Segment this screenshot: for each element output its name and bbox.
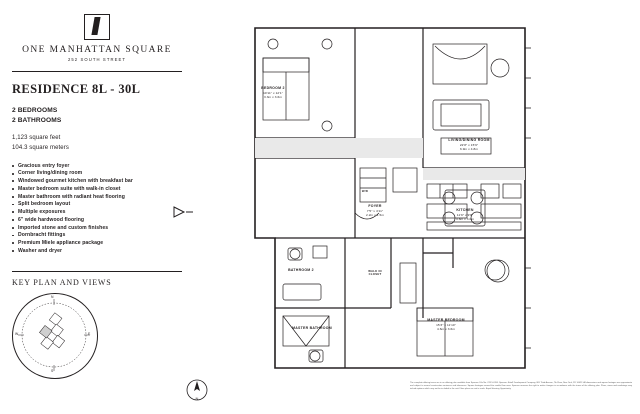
brand-name: ONE MANHATTAN SQUARE: [22, 45, 172, 55]
area-sqft: 1,123 square feet: [12, 135, 61, 142]
keyplan-east-label: E: [88, 332, 91, 337]
keyplan-north-label: N: [51, 295, 54, 300]
list-item: Corner living/dining room: [12, 170, 182, 178]
bathrooms-count: 2 BATHROOMS: [12, 117, 62, 125]
list-item: Master bathroom with radiant heat flooring: [12, 194, 182, 202]
page-title: RESIDENCE 8L - 30L: [12, 82, 141, 96]
room-label-bedroom-2: BEDROOM 2 10'11" x 12'1" 3.3m x 3.6m: [261, 86, 285, 100]
brand-address: 252 SOUTH STREET: [67, 57, 127, 62]
bedrooms-count: 2 BEDROOMS: [12, 107, 58, 114]
divider-top: [12, 71, 182, 72]
list-item: Multiple exposures: [12, 209, 182, 217]
compass-north-icon: [185, 378, 209, 402]
list-item: Imported stone and custom finishes: [12, 225, 182, 233]
divider-keyplan: [12, 271, 182, 272]
list-item: Premium Miele appliance package: [12, 240, 182, 248]
unit-summary: [12, 106, 182, 126]
list-item: Dornbracht fittings: [12, 232, 182, 240]
list-item: Split bedroom layout: [12, 201, 182, 209]
key-plan-title: KEY PLAN AND VIEWS: [12, 278, 112, 288]
list-item: Gracious entry foyer: [12, 163, 182, 171]
room-label-washer-dryer: W/D: [361, 189, 369, 193]
disclaimer-text: The complete offering terms are in an offering plan available from Sponsor. File No. CD15-0196. Sponsor: Extell Development Company, 805 Third Avenue, 7th Floor, New York, NY 10022. All dimensions and square footages are approximate and subject to normal construction variances and tolerances. Square footages exceed the usable floor area. Sponsor reserves the right to make changes in accordance with the terms of the offering plan. Plans, views and renderings may include options which may not be included in the unit. Floor plans are not to scale. Equal Housing Opportunity.: [410, 382, 632, 391]
list-item: Washer and dryer: [12, 248, 182, 256]
room-label-bathroom-2: BATHROOM 2: [288, 268, 314, 272]
branding-block: [12, 10, 182, 62]
floor-plan-svg: [195, 8, 627, 406]
feature-list: [12, 163, 182, 256]
keyplan-west-label: W: [15, 332, 19, 337]
svg-text:N: N: [195, 396, 199, 401]
monogram-logo-icon: [84, 14, 110, 40]
list-item: Windowed gourmet kitchen with breakfast bar: [12, 178, 182, 186]
room-label-foyer: FOYER 7'5" x 4'11" 2.2m x 1.5m: [365, 204, 385, 218]
room-label-living-dining: LIVING/DINING ROOM 22'8" x 15'9" 6.9m x 4.8m: [448, 138, 490, 152]
key-plan-diagram: [12, 293, 98, 379]
floor-plan-drawing: [195, 8, 627, 406]
unit-area: [12, 134, 182, 153]
room-label-master-bathroom: MASTER BATHROOM: [292, 326, 332, 330]
area-sqm: 104.3 square meters: [12, 145, 69, 152]
list-item: 6" wide hardwood flooring: [12, 217, 182, 225]
info-panel: [12, 10, 182, 404]
room-label-master-bedroom: MASTER BEDROOM 15'3" x 11'10" 4.6m x 3.6m: [427, 318, 465, 332]
room-label-walk-in-closet: WALK IN CLOSET: [368, 269, 382, 277]
entry-arrow-icon: [172, 205, 194, 224]
list-item: Master bedroom suite with walk-in closet: [12, 186, 182, 194]
room-label-kitchen: KITCHEN 11'9" x 9'8" 3.6m x 3.0m: [455, 208, 475, 222]
keyplan-south-label: S: [51, 369, 54, 374]
